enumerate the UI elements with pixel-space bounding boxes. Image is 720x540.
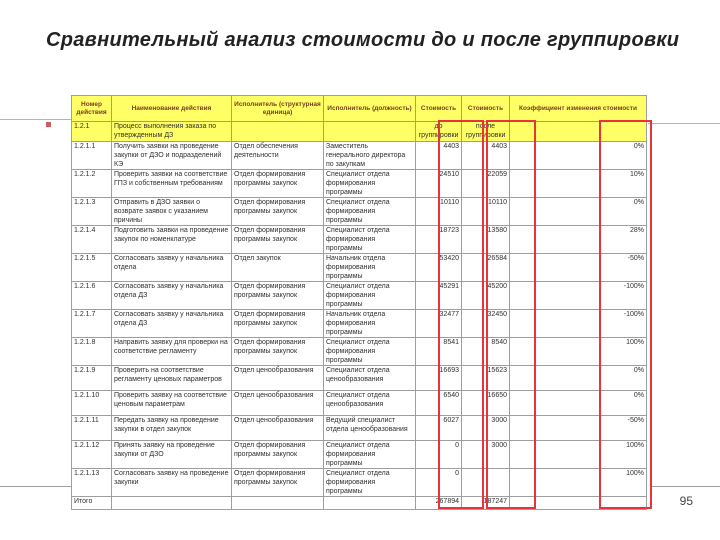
row-cost-before: 4403 bbox=[416, 142, 462, 170]
row-unit: Отдел формирования программы закупок bbox=[232, 170, 324, 198]
decor-line bbox=[648, 123, 720, 124]
row-num: 1.2.1.13 bbox=[72, 469, 112, 497]
row-num: 1.2.1.11 bbox=[72, 416, 112, 441]
col-header-position: Исполнитель (должность) bbox=[324, 96, 416, 122]
row-name: Получить заявки на проведение закупки от ДЗО и подразделений КЭ bbox=[112, 142, 232, 170]
row-position: Специалист отдела формирования программы bbox=[324, 441, 416, 469]
row-unit: Отдел формирования программы закупок bbox=[232, 198, 324, 226]
row-cost-before: 6027 bbox=[416, 416, 462, 441]
row-coef: -50% bbox=[510, 254, 647, 282]
col-header-cost-before: Стоимость bbox=[416, 96, 462, 122]
table-row bbox=[72, 391, 647, 416]
row-coef: 10% bbox=[510, 170, 647, 198]
row-cost-after: 3000 bbox=[462, 416, 510, 441]
row-cost-before: 53420 bbox=[416, 254, 462, 282]
row-position: Специалист отдела формирования программы bbox=[324, 198, 416, 226]
footer-line bbox=[0, 486, 71, 487]
row-position: Специалист отдела ценообразования bbox=[324, 391, 416, 416]
row-num: 1.2.1.2 bbox=[72, 170, 112, 198]
table-row bbox=[72, 282, 647, 310]
row-cost-after: 10110 bbox=[462, 198, 510, 226]
row-num: 1.2.1.4 bbox=[72, 226, 112, 254]
row-position: Заместитель генерального директора по закупкам bbox=[324, 142, 416, 170]
row-cost-before: 16693 bbox=[416, 366, 462, 391]
row-cost-after: 45200 bbox=[462, 282, 510, 310]
group-cost-after: после группировки bbox=[462, 122, 510, 142]
row-cost-before: 0 bbox=[416, 469, 462, 497]
row-cost-after: 3000 bbox=[462, 441, 510, 469]
row-cost-after: 4403 bbox=[462, 142, 510, 170]
table-row bbox=[72, 310, 647, 338]
footer-line bbox=[652, 486, 720, 487]
table-row bbox=[72, 142, 647, 170]
row-unit: Отдел формирования программы закупок bbox=[232, 226, 324, 254]
row-unit: Отдел формирования программы закупок bbox=[232, 469, 324, 497]
row-position: Специалист отдела формирования программы bbox=[324, 170, 416, 198]
row-name: Передать заявку на проведение закупки в отдел закупок bbox=[112, 416, 232, 441]
row-position: Специалист отдела формирования программы bbox=[324, 469, 416, 497]
slide-title: Сравнительный анализ стоимости до и после группировки bbox=[46, 29, 680, 51]
row-num: 1.2.1.3 bbox=[72, 198, 112, 226]
row-coef: 100% bbox=[510, 469, 647, 497]
col-header-name: Наименование действия bbox=[112, 96, 232, 122]
row-cost-before: 45291 bbox=[416, 282, 462, 310]
table-row bbox=[72, 469, 647, 497]
row-position: Ведущий специалист отдела ценообразования bbox=[324, 416, 416, 441]
row-unit: Отдел формирования программы закупок bbox=[232, 441, 324, 469]
row-cost-after: 32450 bbox=[462, 310, 510, 338]
row-name: Проверить заявки на соответствие ГПЗ и собственным требованиям bbox=[112, 170, 232, 198]
total-label: Итого bbox=[72, 497, 112, 510]
table-row bbox=[72, 170, 647, 198]
highlight-box-coef bbox=[599, 120, 652, 509]
group-num: 1.2.1 bbox=[72, 122, 112, 142]
row-cost-after: 8540 bbox=[462, 338, 510, 366]
row-coef: -100% bbox=[510, 310, 647, 338]
col-header-num: Номер действия bbox=[72, 96, 112, 122]
group-row bbox=[72, 122, 647, 142]
table-row bbox=[72, 441, 647, 469]
decor-line bbox=[0, 119, 71, 120]
table-row bbox=[72, 254, 647, 282]
col-header-coef: Коэффициент изменения стоимости bbox=[510, 96, 647, 122]
comparison-table bbox=[71, 95, 647, 510]
row-coef: 100% bbox=[510, 441, 647, 469]
row-name: Согласовать заявку у начальника отдела ДЗ bbox=[112, 310, 232, 338]
row-cost-after: 22059 bbox=[462, 170, 510, 198]
row-num: 1.2.1.9 bbox=[72, 366, 112, 391]
row-cost-before: 24510 bbox=[416, 170, 462, 198]
row-name: Согласовать заявку на проведение закупки bbox=[112, 469, 232, 497]
row-num: 1.2.1.12 bbox=[72, 441, 112, 469]
row-name: Согласовать заявку у начальника отдела bbox=[112, 254, 232, 282]
row-unit: Отдел закупок bbox=[232, 254, 324, 282]
decor-square bbox=[46, 122, 51, 127]
table-row bbox=[72, 338, 647, 366]
row-num: 1.2.1.6 bbox=[72, 282, 112, 310]
row-unit: Отдел обеспечения деятельности bbox=[232, 142, 324, 170]
row-name: Согласовать заявку у начальника отдела ДЗ bbox=[112, 282, 232, 310]
row-unit: Отдел формирования программы закупок bbox=[232, 310, 324, 338]
row-position: Специалист отдела ценообразования bbox=[324, 366, 416, 391]
row-position: Специалист отдела формирования программы bbox=[324, 226, 416, 254]
row-unit: Отдел формирования программы закупок bbox=[232, 338, 324, 366]
row-name: Отправить в ДЗО заявки о возврате заявок с указанием причины bbox=[112, 198, 232, 226]
row-cost-before: 6540 bbox=[416, 391, 462, 416]
row-unit: Отдел ценообразования bbox=[232, 391, 324, 416]
row-cost-after: 15623 bbox=[462, 366, 510, 391]
row-unit: Отдел формирования программы закупок bbox=[232, 282, 324, 310]
row-unit: Отдел ценообразования bbox=[232, 366, 324, 391]
row-num: 1.2.1.8 bbox=[72, 338, 112, 366]
row-coef: 0% bbox=[510, 391, 647, 416]
col-header-unit: Исполнитель (структурная единица) bbox=[232, 96, 324, 122]
row-cost-before: 0 bbox=[416, 441, 462, 469]
row-num: 1.2.1.5 bbox=[72, 254, 112, 282]
row-cost-before: 18723 bbox=[416, 226, 462, 254]
row-num: 1.2.1.7 bbox=[72, 310, 112, 338]
row-position: Специалист отдела формирования программы bbox=[324, 282, 416, 310]
table-row bbox=[72, 226, 647, 254]
row-position: Начальник отдела формирования программы bbox=[324, 254, 416, 282]
total-row bbox=[72, 497, 647, 510]
row-position: Начальник отдела формирования программы bbox=[324, 310, 416, 338]
row-coef: 0% bbox=[510, 366, 647, 391]
row-position: Специалист отдела формирования программы bbox=[324, 338, 416, 366]
row-coef: 0% bbox=[510, 142, 647, 170]
highlight-box-before bbox=[438, 120, 484, 509]
total-before: 267894 bbox=[416, 497, 462, 510]
row-coef: 0% bbox=[510, 198, 647, 226]
row-coef: -100% bbox=[510, 282, 647, 310]
row-name: Проверить заявку на соответствие ценовым параметрам bbox=[112, 391, 232, 416]
row-name: Принять заявку на проведение закупки от ДЗО bbox=[112, 441, 232, 469]
row-cost-before: 8541 bbox=[416, 338, 462, 366]
row-num: 1.2.1.10 bbox=[72, 391, 112, 416]
highlight-box-after bbox=[486, 120, 536, 509]
group-name: Процесс выполнения заказа по утвержденным ДЗ bbox=[112, 122, 232, 142]
row-coef: -50% bbox=[510, 416, 647, 441]
group-cost-before: до группировки bbox=[416, 122, 462, 142]
table-row bbox=[72, 416, 647, 441]
row-unit: Отдел ценообразования bbox=[232, 416, 324, 441]
row-coef: 100% bbox=[510, 338, 647, 366]
row-num: 1.2.1.1 bbox=[72, 142, 112, 170]
row-coef: 28% bbox=[510, 226, 647, 254]
table-row bbox=[72, 366, 647, 391]
row-name: Подготовить заявки на проведение закупок по номенклатуре bbox=[112, 226, 232, 254]
table-row bbox=[72, 198, 647, 226]
col-header-cost-after: Стоимость bbox=[462, 96, 510, 122]
total-after: 187247 bbox=[462, 497, 510, 510]
row-cost-after: 26584 bbox=[462, 254, 510, 282]
page-number: 95 bbox=[679, 494, 693, 508]
row-name: Проверить на соответствие регламенту ценовых параметров bbox=[112, 366, 232, 391]
row-name: Направить заявку для проверки на соответствие регламенту bbox=[112, 338, 232, 366]
row-cost-before: 10110 bbox=[416, 198, 462, 226]
row-cost-after: 16650 bbox=[462, 391, 510, 416]
row-cost-after: 13580 bbox=[462, 226, 510, 254]
row-cost-before: 32477 bbox=[416, 310, 462, 338]
table-header-row bbox=[72, 96, 647, 122]
